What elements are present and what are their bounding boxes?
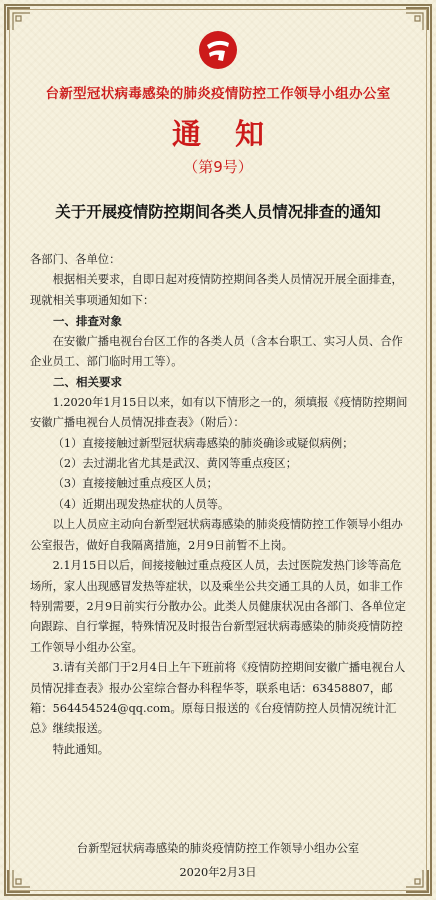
broadcaster-logo-icon	[198, 30, 238, 70]
document-body	[30, 250, 408, 760]
signature-date: 2020年2月3日	[179, 866, 257, 879]
intro-paragraph: 根据相关要求，自即日起对疫情防控期间各类人员情况开展全面排查，现就相关事项通知如下：	[30, 273, 403, 307]
case-item: （4）近期出现发热症状的人员等。	[52, 497, 230, 511]
report-paragraph: 以上人员应主动向台新型冠状病毒感染的肺炎疫情防控工作领导小组办公室报告，做好自我隔离措施，2月9日前暂不上岗。	[30, 518, 403, 552]
document-number: （第9号）	[183, 158, 253, 176]
section-heading: 一、排查对象	[53, 314, 122, 329]
section-paragraph: 在安徽广播电视台台区工作的各类人员（含本台职工、实习人员、合作企业员工、部门临时用工等）。	[30, 334, 403, 369]
closing-line: 特此通知。	[52, 742, 110, 756]
signature-organization: 台新型冠状病毒感染的肺炎疫情防控工作领导小组办公室	[76, 842, 360, 855]
notice-heading: 通 知	[171, 117, 277, 151]
requirement-paragraph: 1.2020年1月15日以来，如有以下情形之一的，须填报《疫情防控期间安徽广播电视台人员情况排查表》（附后）：	[30, 395, 408, 430]
requirement-paragraph: 2.1月15日以后，间接接触过重点疫区人员，去过医院发热门诊等高危场所，家人出现感冒发热等症状，以及乘坐公共交通工具的人员，如非工作特别需要，2月9日前实行分散办公。此类人员健康状况由各部门、各单位定向跟踪、自行掌握，特殊情况及时报告台新型冠状病毒感染的肺炎疫情防控工作领导小组办公室。	[30, 559, 406, 654]
issuing-organization: 台新型冠状病毒感染的肺炎疫情防控工作领导小组办公室	[45, 86, 391, 102]
corner-ornament-icon	[404, 6, 430, 32]
section-heading: 二、相关要求	[53, 375, 122, 390]
document-title: 关于开展疫情防控期间各类人员情况排查的通知	[55, 202, 381, 221]
case-item: （2）去过湖北省尤其是武汉、黄冈等重点疫区；	[52, 457, 298, 471]
requirement-paragraph: 3.请有关部门于2月4日上午下班前将《疫情防控期间安徽广播电视台人员情况排查表》报办公室综合督办科程华苓，联系电话：63458807，邮箱：564454524@qq.com。原每日报送的《台疫情防控人员情况统计汇总》继续报送。	[30, 661, 406, 736]
greeting: 各部门、各单位：	[30, 253, 121, 266]
case-item: （3）直接接触过重点疫区人员；	[52, 477, 218, 491]
corner-ornament-icon	[6, 6, 32, 32]
case-item: （1）直接接触过新型冠状病毒感染的肺炎确诊或疑似病例；	[52, 436, 354, 450]
